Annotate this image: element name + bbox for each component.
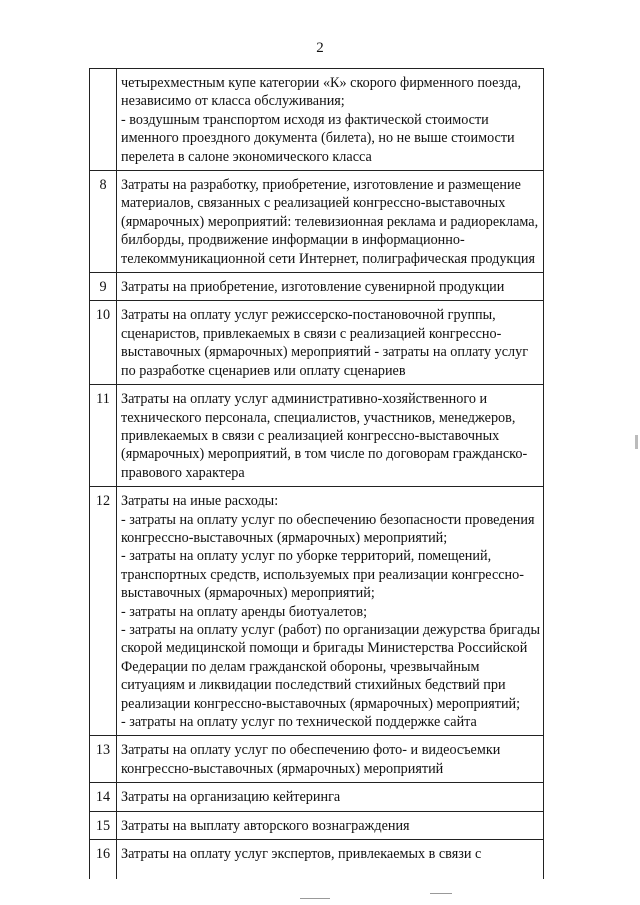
description-line: Затраты на иные расходы:	[121, 493, 279, 510]
costs-table-body	[90, 69, 544, 880]
row-number: 13	[90, 736, 117, 783]
table-row	[90, 385, 544, 487]
scan-edge-mark	[635, 435, 638, 449]
description-line: Затраты на оплату услуг по обеспечению фото- и видеосъемки	[121, 742, 501, 759]
description-line: билборды, продвижение информации в информационно-	[121, 232, 465, 249]
description-line: Федерации по делам гражданской обороны, чрезвычайным	[121, 658, 480, 675]
description-line: выставочных (ярмарочных) мероприятий - затраты на оплату услуг	[121, 344, 529, 361]
row-number: 11	[90, 385, 117, 487]
description-line: Затраты на организацию кейтеринга	[121, 789, 341, 806]
description-line: четырехместным купе категории «К» скорого фирменного поезда,	[121, 75, 522, 91]
row-number: 8	[90, 171, 117, 273]
description-line: по разработке сценариев или оплату сценариев	[121, 362, 406, 379]
table-row	[90, 301, 544, 385]
description-line: Затраты на оплату услуг экспертов, привлекаемых в связи с	[121, 846, 482, 863]
row-description	[117, 736, 544, 783]
row-number: 9	[90, 273, 117, 301]
row-description	[117, 273, 544, 301]
description-line: независимо от класса обслуживания;	[121, 93, 345, 110]
table-row	[90, 487, 544, 736]
description-line: перелета в салоне экономического класса	[121, 148, 372, 165]
description-line: - затраты на оплату услуг по технической поддержке сайта	[121, 714, 477, 730]
description-line: телекоммуникационной сети Интернет, полиграфическая продукция	[121, 250, 536, 267]
page-number: 2	[316, 40, 324, 56]
description-line: конгрессно-выставочных (ярмарочных) мероприятий;	[121, 529, 448, 546]
row-description	[117, 385, 544, 487]
table-row	[90, 736, 544, 783]
description-line: (ярмарочных) мероприятий: телевизионная реклама и радиореклама,	[121, 213, 539, 230]
description-line: - затраты на оплату аренды биотуалетов;	[121, 603, 368, 620]
description-line: Затраты на оплату услуг административно-хозяйственного и	[121, 391, 488, 408]
description-line: скорой медицинской помощи и бригады Министерства Российской	[121, 640, 528, 657]
table-row	[90, 840, 544, 880]
row-description	[117, 811, 544, 839]
description-line: Затраты на выплату авторского вознаграждения	[121, 817, 410, 834]
row-number: 15	[90, 811, 117, 839]
description-line: - затраты на оплату услуг (работ) по организации дежурства бригады	[121, 621, 540, 638]
row-number	[90, 69, 117, 171]
description-line: Затраты на приобретение, изготовление сувенирной продукции	[121, 279, 505, 296]
description-line: - затраты на оплату услуг по обеспечению безопасности проведения	[121, 511, 535, 528]
table-row	[90, 783, 544, 811]
table-row	[90, 811, 544, 839]
description-line: именного проездного документа (билета), но не выше стоимости	[121, 130, 515, 147]
row-number: 16	[90, 840, 117, 880]
description-line: реализации конгрессно-выставочных (ярмарочных) мероприятий;	[121, 695, 521, 712]
row-description	[117, 69, 544, 171]
scan-footer-mark	[430, 893, 452, 894]
description-line: транспортных средств, используемых при реализации конгрессно-	[121, 566, 524, 583]
table-row	[90, 171, 544, 273]
description-line: ситуациям и ликвидации последствий стихийных бедствий при	[121, 677, 506, 694]
scan-footer-mark	[300, 898, 330, 899]
description-line: выставочных (ярмарочных) мероприятий;	[121, 585, 375, 602]
description-line: конгрессно-выставочных (ярмарочных) мероприятий	[121, 760, 444, 777]
description-line: (ярмарочных) мероприятий, в том числе по договорам гражданско-	[121, 446, 528, 463]
row-description	[117, 783, 544, 811]
costs-table	[89, 68, 544, 879]
description-line: - воздушным транспортом исходя из фактической стоимости	[121, 111, 489, 128]
description-line: технического персонала, специалистов, участников, менеджеров,	[121, 409, 516, 426]
description-line: материалов, связанных с реализацией конгрессно-выставочных	[121, 195, 506, 212]
row-number: 12	[90, 487, 117, 736]
table-row	[90, 69, 544, 171]
row-number: 10	[90, 301, 117, 385]
row-number: 14	[90, 783, 117, 811]
description-line: привлекаемых в связи с реализацией конгрессно-выставочных	[121, 427, 500, 444]
description-line: Затраты на разработку, приобретение, изготовление и размещение	[121, 177, 521, 194]
row-description	[117, 840, 544, 880]
description-line: сценаристов, привлекаемых в связи с реализацией конгрессно-	[121, 325, 502, 342]
description-line: - затраты на оплату услуг по уборке территорий, помещений,	[121, 548, 492, 565]
description-line: правового характера	[121, 464, 245, 481]
description-line: Затраты на оплату услуг режиссерско-постановочной группы,	[121, 307, 496, 324]
row-description	[117, 171, 544, 273]
row-description	[117, 301, 544, 385]
table-row	[90, 273, 544, 301]
row-description	[117, 487, 544, 736]
